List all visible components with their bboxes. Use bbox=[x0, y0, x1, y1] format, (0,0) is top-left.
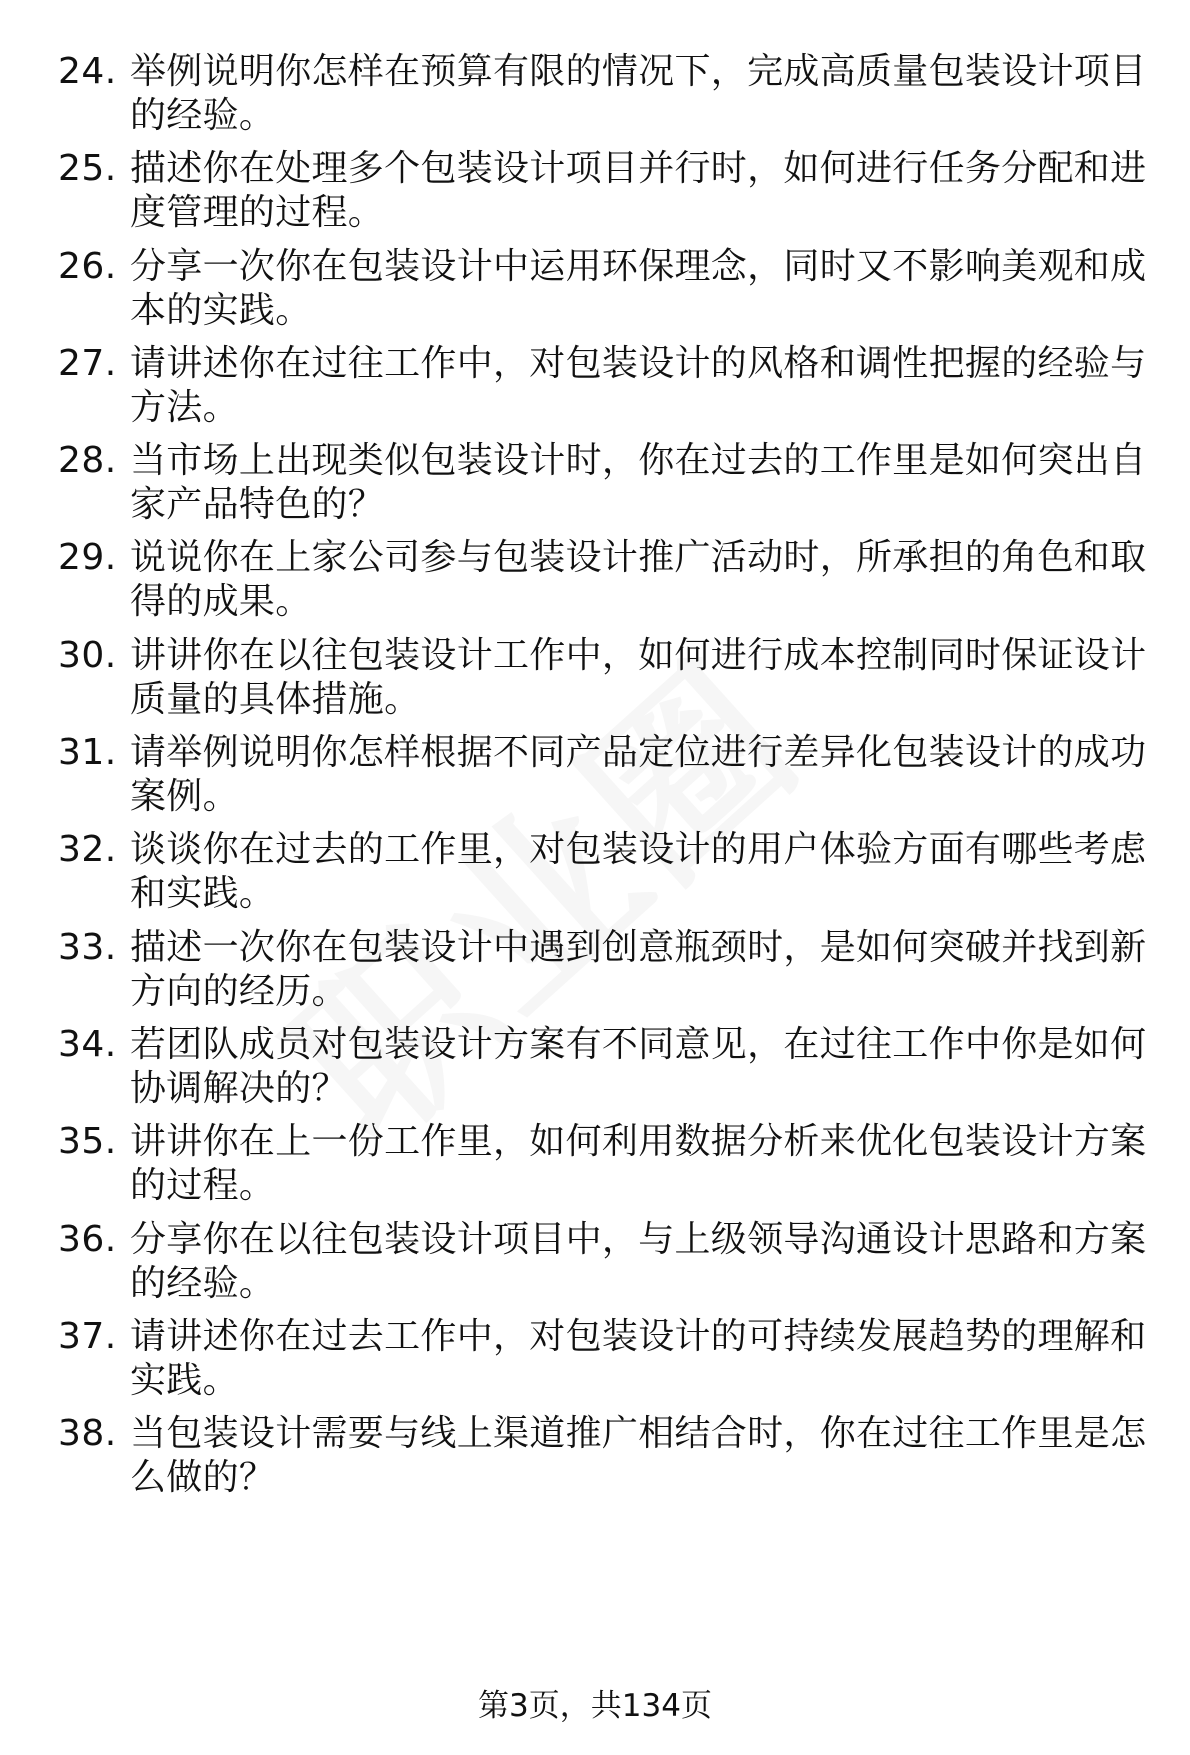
page-number-footer: 第3页，共134页 bbox=[478, 1688, 712, 1724]
item-number: 27. bbox=[58, 342, 117, 384]
item-text: 若团队成员对包装设计方案有不同意见，在过往工作中你是如何协调解决的？ bbox=[130, 1023, 1147, 1109]
list-item bbox=[58, 828, 1148, 916]
list-item bbox=[58, 1120, 1148, 1208]
item-text: 分享一次你在包装设计中运用环保理念，同时又不影响美观和成本的实践。 bbox=[130, 245, 1147, 331]
list-item bbox=[58, 926, 1148, 1014]
list-item bbox=[58, 634, 1148, 722]
item-number: 29. bbox=[58, 537, 117, 579]
item-number: 37. bbox=[58, 1315, 117, 1357]
list-item bbox=[58, 1412, 1148, 1500]
item-number: 38. bbox=[58, 1413, 117, 1455]
list-item bbox=[58, 1023, 1148, 1111]
item-text: 当包装设计需要与线上渠道推广相结合时，你在过往工作里是怎么做的？ bbox=[130, 1413, 1147, 1499]
item-number: 28. bbox=[58, 440, 117, 482]
item-text: 描述一次你在包装设计中遇到创意瓶颈时，是如何突破并找到新方向的经历。 bbox=[130, 926, 1147, 1012]
item-number: 34. bbox=[58, 1023, 117, 1065]
item-text: 举例说明你怎样在预算有限的情况下，完成高质量包装设计项目的经验。 bbox=[130, 51, 1147, 136]
item-text: 请讲述你在过往工作中，对包装设计的风格和调性把握的经验与方法。 bbox=[130, 342, 1147, 428]
item-number: 36. bbox=[58, 1218, 117, 1260]
item-text: 请讲述你在过去工作中，对包装设计的可持续发展趋势的理解和实践。 bbox=[130, 1315, 1147, 1401]
item-number: 35. bbox=[58, 1121, 117, 1163]
item-number: 25. bbox=[58, 148, 117, 190]
item-text: 讲讲你在以往包装设计工作中，如何进行成本控制同时保证设计质量的具体措施。 bbox=[130, 634, 1147, 720]
list-item bbox=[58, 439, 1148, 527]
item-text: 谈谈你在过去的工作里，对包装设计的用户体验方面有哪些考虑和实践。 bbox=[130, 829, 1147, 915]
item-text: 当市场上出现类似包装设计时，你在过去的工作里是如何突出自家产品特色的？ bbox=[130, 440, 1147, 526]
list-item bbox=[58, 1218, 1148, 1306]
item-number: 30. bbox=[58, 634, 117, 676]
item-text: 分享你在以往包装设计项目中，与上级领导沟通设计思路和方案的经验。 bbox=[130, 1218, 1147, 1304]
item-text: 请举例说明你怎样根据不同产品定位进行差异化包装设计的成功案例。 bbox=[130, 732, 1147, 818]
list-item bbox=[58, 1315, 1148, 1403]
item-number: 33. bbox=[58, 926, 117, 968]
item-number: 32. bbox=[58, 829, 117, 871]
item-text: 说说你在上家公司参与包装设计推广活动时，所承担的角色和取得的成果。 bbox=[130, 537, 1147, 623]
list-item bbox=[58, 342, 1148, 430]
item-text: 描述你在处理多个包装设计项目并行时，如何进行任务分配和进度管理的过程。 bbox=[130, 148, 1147, 234]
list-item bbox=[58, 147, 1148, 235]
item-text: 讲讲你在上一份工作里，如何利用数据分析来优化包装设计方案的过程。 bbox=[130, 1121, 1147, 1207]
item-number: 24. bbox=[58, 51, 117, 92]
list-item bbox=[58, 50, 1148, 138]
item-number: 31. bbox=[58, 732, 117, 774]
question-list bbox=[58, 50, 1148, 1509]
item-number: 26. bbox=[58, 245, 117, 287]
list-item bbox=[58, 536, 1148, 624]
list-item bbox=[58, 245, 1148, 333]
list-item bbox=[58, 731, 1148, 819]
